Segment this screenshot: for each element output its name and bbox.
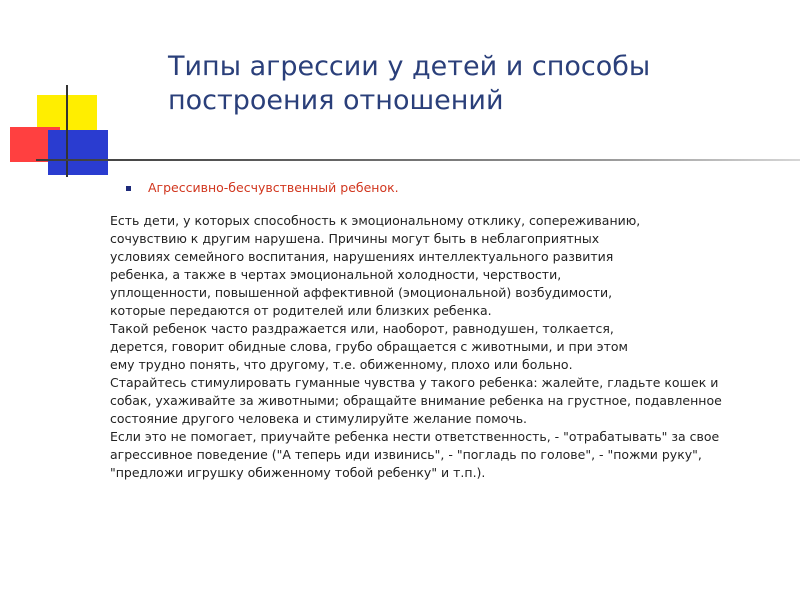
body-line: "предложи игрушку обиженному тобой ребенку" и т.п.). xyxy=(110,465,486,480)
body-line: уплощенности, повышенной аффективной (эмоциональной) возбудимости, xyxy=(110,285,613,300)
logo-vertical-line xyxy=(66,85,68,177)
slide-title xyxy=(168,50,768,118)
body-line: сочувствию к другим нарушена. Причины могут быть в неблагоприятных xyxy=(110,231,600,246)
title-divider xyxy=(36,159,800,161)
slide-logo xyxy=(0,0,120,180)
bullet-text: Агрессивно-бесчувственный ребенок. xyxy=(148,180,399,195)
body-line: состояние другого человека и стимулируйте желание помочь. xyxy=(110,411,528,426)
body-line: ему трудно понять, что другому, т.е. обиженному, плохо или больно. xyxy=(110,357,573,372)
body-line: Старайтесь стимулировать гуманные чувства у такого ребенка: жалейте, гладьте кошек и xyxy=(110,375,719,390)
body-line: собак, ухаживайте за животными; обращайте внимание ребенка на грустное, подавленное xyxy=(110,393,722,408)
body-line: Есть дети, у которых способность к эмоциональному отклику, сопереживанию, xyxy=(110,213,641,228)
logo-blue-square xyxy=(48,130,108,175)
body-text xyxy=(110,212,790,482)
title-line-1: Типы агрессии у детей и способы xyxy=(168,51,651,82)
body-line: Если это не помогает, приучайте ребенка нести ответственность, - "отрабатывать" за свое xyxy=(110,429,720,444)
title-line-2: построения отношений xyxy=(168,85,504,116)
body-line: Такой ребенок часто раздражается или, наоборот, равнодушен, толкается, xyxy=(110,321,614,336)
body-line: агрессивное поведение ("А теперь иди извинись", - "погладь по голове", - "пожми руку", xyxy=(110,447,702,462)
body-line: которые передаются от родителей или близких ребенка. xyxy=(110,303,492,318)
body-line: ребенка, а также в чертах эмоциональной холодности, черствости, xyxy=(110,267,562,282)
square-bullet-icon xyxy=(126,186,131,191)
body-line: дерется, говорит обидные слова, грубо обращается с животными, и при этом xyxy=(110,339,628,354)
body-line: условиях семейного воспитания, нарушениях интеллектуального развития xyxy=(110,249,614,264)
